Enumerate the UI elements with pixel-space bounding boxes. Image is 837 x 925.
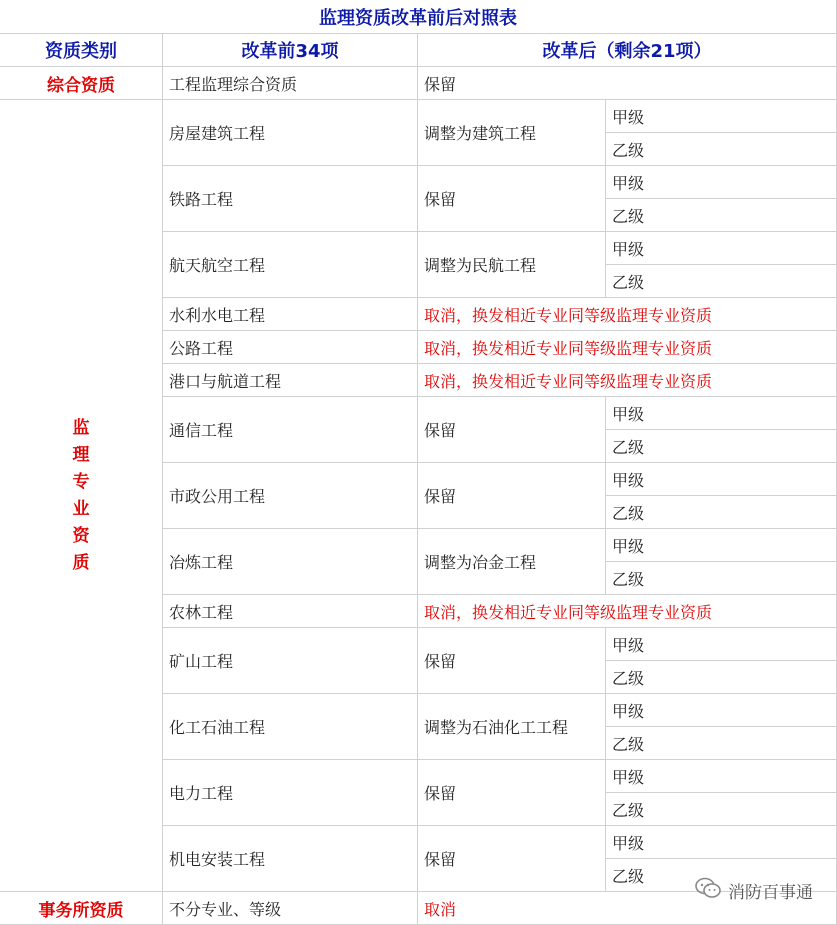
grade-cell: 乙级	[606, 496, 837, 529]
before-cell: 工程监理综合资质	[163, 67, 418, 100]
header-before: 改革前34项	[163, 34, 418, 67]
grade-cell: 乙级	[606, 265, 837, 298]
grade-cell: 甲级	[606, 166, 837, 199]
grade-cell: 甲级	[606, 397, 837, 430]
specialty-before-cell: 铁路工程	[163, 166, 418, 232]
grade-cell: 乙级	[606, 661, 837, 694]
after-cell: 取消	[418, 892, 837, 925]
after-cell: 保留	[418, 67, 837, 100]
grade-cell: 甲级	[606, 232, 837, 265]
watermark-text: 消防百事通	[728, 883, 813, 903]
cancelled-note: 取消，换发相近专业同等级监理专业资质	[418, 595, 837, 628]
specialty-after-cell: 调整为民航工程	[418, 232, 606, 298]
cancelled-note: 取消，换发相近专业同等级监理专业资质	[418, 364, 837, 397]
specialty-before-cell: 航天航空工程	[163, 232, 418, 298]
specialty-before-cell: 水利水电工程	[163, 298, 418, 331]
specialty-after-cell: 保留	[418, 826, 606, 892]
grade-cell: 甲级	[606, 463, 837, 496]
category-char: 专	[72, 471, 90, 492]
header-after: 改革后（剩余21项）	[418, 34, 837, 67]
specialty-after-cell: 调整为冶金工程	[418, 529, 606, 595]
header-category: 资质类别	[0, 34, 163, 67]
page-title: 监理资质改革前后对照表	[0, 0, 837, 34]
specialty-after-cell: 保留	[418, 397, 606, 463]
category-char: 业	[72, 498, 90, 519]
category-firm: 事务所资质	[0, 892, 163, 925]
grade-cell: 乙级	[606, 793, 837, 826]
specialty-before-cell: 化工石油工程	[163, 694, 418, 760]
wechat-icon	[694, 877, 722, 904]
grade-cell: 甲级	[606, 826, 837, 859]
category-char: 监	[72, 417, 90, 438]
grade-cell: 乙级	[606, 727, 837, 760]
specialty-before-cell: 农林工程	[163, 595, 418, 628]
specialty-after-cell: 保留	[418, 166, 606, 232]
before-cell: 不分专业、等级	[163, 892, 418, 925]
category-specialty	[0, 100, 163, 892]
specialty-before-cell: 通信工程	[163, 397, 418, 463]
grade-cell: 乙级	[606, 199, 837, 232]
category-char: 理	[72, 444, 90, 465]
specialty-before-cell: 市政公用工程	[163, 463, 418, 529]
specialty-after-cell: 保留	[418, 760, 606, 826]
category-char: 质	[72, 552, 90, 573]
specialty-after-cell: 保留	[418, 463, 606, 529]
grade-cell: 乙级	[606, 430, 837, 463]
grade-cell: 乙级	[606, 859, 837, 892]
grade-cell: 甲级	[606, 628, 837, 661]
grade-cell: 甲级	[606, 100, 837, 133]
specialty-before-cell: 港口与航道工程	[163, 364, 418, 397]
specialty-before-cell: 电力工程	[163, 760, 418, 826]
specialty-before-cell: 公路工程	[163, 331, 418, 364]
grade-cell: 乙级	[606, 133, 837, 166]
grade-cell: 甲级	[606, 694, 837, 727]
specialty-before-cell: 矿山工程	[163, 628, 418, 694]
specialty-before-cell: 冶炼工程	[163, 529, 418, 595]
cancelled-note: 取消，换发相近专业同等级监理专业资质	[418, 298, 837, 331]
specialty-after-cell: 调整为建筑工程	[418, 100, 606, 166]
specialty-after-cell: 保留	[418, 628, 606, 694]
category-comprehensive: 综合资质	[0, 67, 163, 100]
specialty-after-cell: 调整为石油化工工程	[418, 694, 606, 760]
grade-cell: 乙级	[606, 562, 837, 595]
grade-cell: 甲级	[606, 529, 837, 562]
category-char: 资	[72, 525, 90, 546]
cancelled-note: 取消，换发相近专业同等级监理专业资质	[418, 331, 837, 364]
watermark	[694, 877, 813, 904]
specialty-before-cell: 机电安装工程	[163, 826, 418, 892]
grade-cell: 甲级	[606, 760, 837, 793]
specialty-before-cell: 房屋建筑工程	[163, 100, 418, 166]
